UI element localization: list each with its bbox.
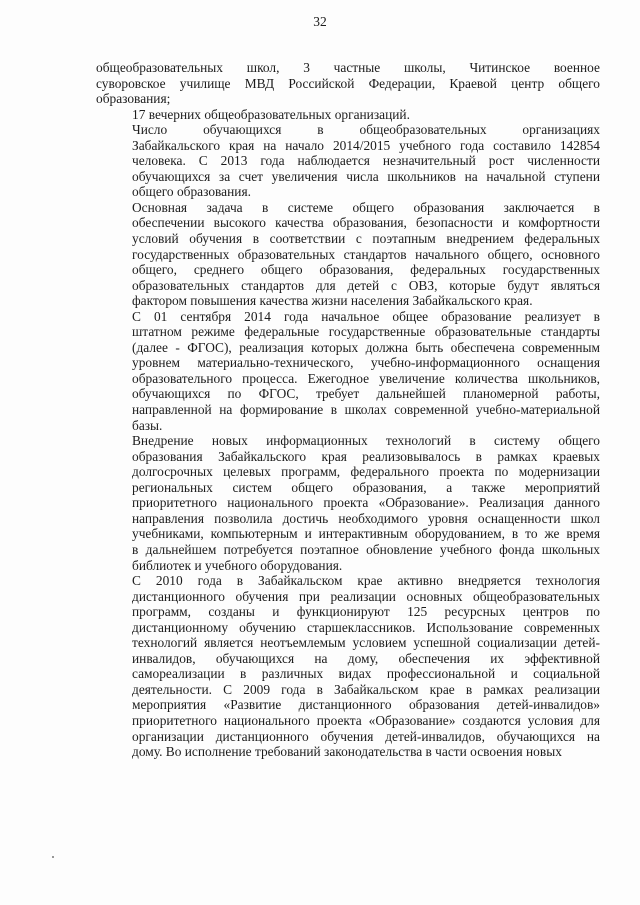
- text-line: мероприятия «Развитие дистанционного образования детей-инвалидов»: [132, 697, 600, 713]
- document-body: [96, 60, 600, 760]
- paragraph: [96, 309, 600, 433]
- text-line: самореализации в различных видах профессиональной и социальной: [132, 666, 600, 682]
- text-line: Внедрение новых информационных технологий в систему общего: [132, 433, 600, 449]
- text-line: организации дистанционного обучения детей-инвалидов, обучающихся на: [132, 728, 600, 744]
- paragraph: [96, 107, 600, 123]
- text-line: общего образования.: [132, 184, 251, 200]
- text-line: общеобразовательных школ, 3 частные школы, Читинское военное: [96, 60, 600, 75]
- text-line: человека. С 2013 года наблюдается незначительный рост численности: [132, 153, 600, 169]
- text-line: обучающихся по ФГОС, требует дальнейшей планомерной работы,: [132, 386, 600, 402]
- text-line: образования Забайкальского края реализовывалось в рамках краевых: [132, 448, 600, 464]
- text-line: направления позволила достичь необходимого уровня оснащенности школ: [132, 510, 600, 526]
- text-line: дистанционному обучению старшеклассников. Использование современных: [132, 619, 600, 635]
- text-line: суворовское училище МВД Российской Федерации, Краевой центр общего: [96, 75, 600, 91]
- text-line: (далее - ФГОС), реализация которых должна быть обеспечена современным: [132, 339, 600, 355]
- text-line: учебниками, компьютерным и интерактивным оборудованием, в то же время: [132, 526, 600, 542]
- text-line: С 2010 года в Забайкальском крае активно внедряется технология: [132, 573, 600, 589]
- text-line: региональных систем общего образования, а также мероприятий: [132, 479, 600, 495]
- text-line: приоритетного национального проекта «Образование». Реализация данного: [132, 495, 600, 511]
- paragraph: [96, 433, 600, 573]
- paragraph: [96, 122, 600, 200]
- paragraph: [96, 60, 600, 107]
- text-line: 17 вечерних общеобразовательных организаций.: [132, 106, 410, 122]
- text-line: обучающихся за счет увеличения числа школьников на начальной ступени: [132, 168, 600, 184]
- paragraph: [96, 200, 600, 309]
- text-line: Основная задача в системе общего образования заключается в: [132, 199, 600, 215]
- text-line: приоритетного национального проекта «Образование» создаются условия для: [132, 712, 600, 728]
- text-line: обеспечении высокого качества образования, безопасности и комфортности: [132, 215, 600, 231]
- text-line: дистанционного обучения при реализации основных общеобразовательных: [132, 588, 600, 604]
- text-line: долгосрочных целевых программ, федерального проекта по модернизации: [132, 464, 600, 480]
- text-line: в дальнейшем потребуется поэтапное обновление учебного фонда школьных: [132, 541, 600, 557]
- text-line: технологий является неотъемлемым условием успешной социализации детей-: [132, 635, 600, 651]
- text-line: образовательного процесса. Ежегодное увеличение количества школьников,: [132, 370, 600, 386]
- text-line: образования;: [96, 91, 171, 107]
- text-line: программ, созданы и функционируют 125 ресурсных центров по: [132, 604, 600, 620]
- text-line: уровнем материально-технического, учебно-информационного оснащения: [132, 355, 600, 371]
- text-line: Забайкальского края на начало 2014/2015 учебного года составило 142854: [132, 137, 600, 153]
- text-line: Число обучающихся в общеобразовательных организациях: [132, 122, 600, 138]
- paragraph: [96, 573, 600, 760]
- text-line: штатном режиме федеральные государственные образовательные стандарты: [132, 324, 600, 340]
- text-line: библиотек и учебного оборудования.: [132, 557, 343, 573]
- page-number: 32: [313, 14, 327, 29]
- text-line: деятельности. С 2009 года в Забайкальском крае в рамках реализации: [132, 681, 600, 697]
- text-line: фактором повышения качества жизни населения Забайкальского края.: [132, 293, 533, 309]
- text-line: государственных образовательных стандартов начального общего, основного: [132, 246, 600, 262]
- text-line: образовательных стандартов для детей с ОВЗ, которые будут являться: [132, 277, 600, 293]
- text-line: инвалидов, обучающихся на дому, обеспечения их эффективной: [132, 650, 600, 666]
- text-line: условий обучения в соответствии с поэтапным внедрением федеральных: [132, 231, 600, 247]
- text-line: направленной на формирование в школах современной учебно-материальной: [132, 402, 600, 418]
- scan-artifact-dot: [52, 856, 54, 858]
- text-line: дому. Во исполнение требований законодательства в части освоения новых: [132, 744, 562, 760]
- text-line: общего, среднего общего образования, федеральных государственных: [132, 262, 600, 278]
- text-line: С 01 сентября 2014 года начальное общее образование реализует в: [132, 308, 600, 324]
- text-line: базы.: [132, 417, 163, 433]
